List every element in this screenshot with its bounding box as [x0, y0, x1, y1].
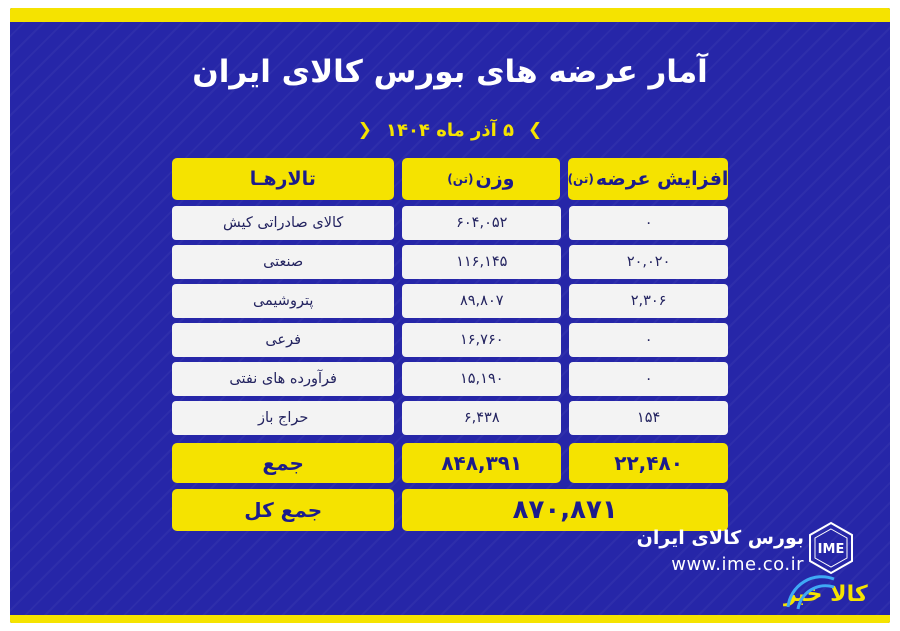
date-label: ۵ آذر ماه ۱۴۰۴: [385, 120, 515, 141]
cell-name: فرعی: [172, 323, 394, 357]
organization-name: بورس کالای ایران: [636, 526, 804, 549]
cell-weight: ۶۰۴,۰۵۲: [402, 206, 561, 240]
website-url: www.ime.co.ir: [671, 554, 804, 575]
bottom-accent-band: [10, 615, 890, 623]
column-header-increase-label: افزایش عرضه: [595, 168, 729, 190]
poster-canvas: [10, 8, 890, 623]
total-increase: ۲۲,۴۸۰: [569, 443, 728, 483]
column-header-increase: [568, 158, 728, 200]
cell-name: پتروشیمی: [172, 284, 394, 318]
top-accent-band: [10, 8, 890, 22]
table-row: [172, 245, 728, 279]
cell-name: صنعتی: [172, 245, 394, 279]
cell-weight: ۸۹,۸۰۷: [402, 284, 561, 318]
cell-increase: ۱۵۴: [569, 401, 728, 435]
news-arc-icon: [784, 573, 876, 613]
cell-weight: ۶,۴۳۸: [402, 401, 561, 435]
cell-increase: ۰: [569, 362, 728, 396]
news-logo: [784, 575, 876, 615]
column-header-name: تالارهـا: [172, 158, 394, 200]
table-total-row: [172, 443, 728, 483]
table-row: [172, 362, 728, 396]
cell-increase: ۰: [569, 323, 728, 357]
grand-total-value: ۸۷۰,۸۷۱: [402, 489, 728, 531]
cell-weight: ۱۵,۱۹۰: [402, 362, 561, 396]
cell-increase: ۲۰,۰۲۰: [569, 245, 728, 279]
page-title: آمار عرضه های بورس کالای ایران: [192, 54, 708, 90]
cell-weight: ۱۱۶,۱۴۵: [402, 245, 561, 279]
table-header-row: [172, 158, 728, 200]
chevron-left-icon: ❮: [357, 120, 372, 140]
cell-increase: ۲,۳۰۶: [569, 284, 728, 318]
total-weight: ۸۴۸,۳۹۱: [402, 443, 561, 483]
news-logo-label: کالا خبر: [784, 582, 868, 607]
date-row: [10, 120, 890, 141]
cell-increase: ۰: [569, 206, 728, 240]
table-row: [172, 401, 728, 435]
cell-name: کالای صادراتی کیش: [172, 206, 394, 240]
footer-text-block: [637, 524, 804, 576]
table-row: [172, 284, 728, 318]
statistics-table: [172, 158, 728, 537]
ime-logo-icon: [804, 521, 858, 575]
table-row: [172, 206, 728, 240]
grand-total-label: جمع کل: [172, 489, 394, 531]
chevron-right-icon: ❯: [528, 120, 543, 140]
table-row: [172, 323, 728, 357]
cell-name: فرآورده های نفتی: [172, 362, 394, 396]
cell-name: حراج باز: [172, 401, 394, 435]
cell-weight: ۱۶,۷۶۰: [402, 323, 561, 357]
column-header-weight-unit: (تن): [447, 172, 474, 186]
column-header-weight-label: وزن: [475, 168, 515, 190]
svg-text:IME: IME: [817, 542, 845, 557]
column-header-increase-unit: (تن): [567, 172, 594, 186]
total-label: جمع: [172, 443, 394, 483]
column-header-weight: [402, 158, 560, 200]
